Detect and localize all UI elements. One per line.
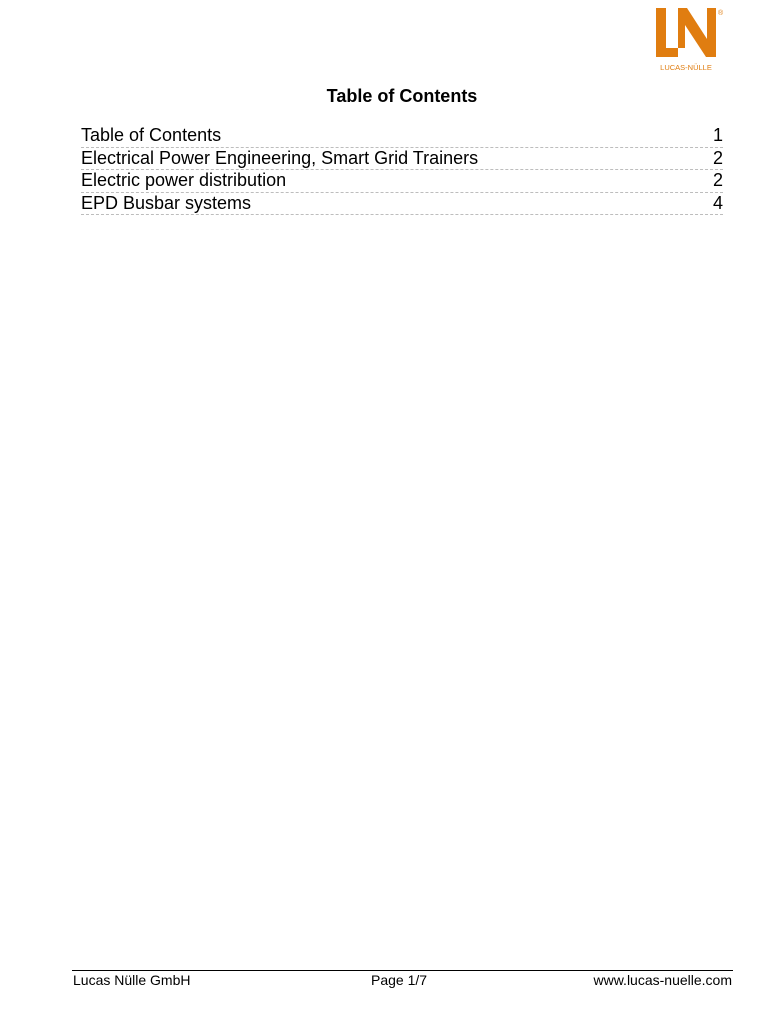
lucas-nuelle-logo <box>652 6 728 74</box>
toc-entry-title: EPD Busbar systems <box>81 192 252 213</box>
footer-divider <box>72 970 733 971</box>
page-title: Table of Contents <box>326 86 478 106</box>
toc-entry[interactable] <box>81 148 723 171</box>
ln-logo-icon <box>652 6 728 74</box>
svg-text:LUCAS-NÜLLE: LUCAS-NÜLLE <box>660 63 712 72</box>
footer-company: Lucas Nülle GmbH <box>73 972 191 988</box>
svg-text:®: ® <box>718 10 724 17</box>
toc-entry[interactable] <box>81 193 723 216</box>
footer-website-link[interactable]: www.lucas-nuelle.com <box>593 972 732 988</box>
footer-page-number: Page 1/7 <box>371 972 428 988</box>
toc-entry-title: Electric power distribution <box>81 170 287 190</box>
toc-entry-title: Table of Contents <box>81 125 222 145</box>
toc-entry[interactable] <box>81 125 723 148</box>
toc-entry-title: Electrical Power Engineering, Smart Grid Trainers <box>81 147 479 168</box>
toc-entry-page: 1 <box>712 125 723 145</box>
table-of-contents <box>81 125 723 215</box>
toc-entry-page: 2 <box>712 170 723 190</box>
toc-entry-page: 2 <box>712 147 723 168</box>
toc-entry-page: 4 <box>712 192 723 213</box>
toc-entry[interactable] <box>81 170 723 193</box>
